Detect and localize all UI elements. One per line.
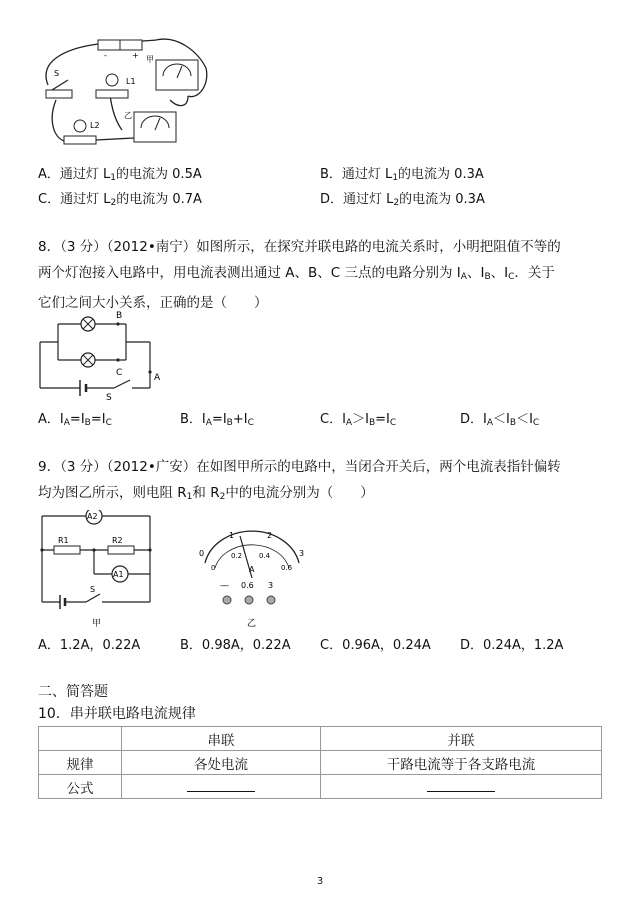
q8-circuit-figure — [36, 310, 166, 402]
q9-ammeter-figure — [195, 528, 310, 632]
q9-term-06: 0.6 — [241, 581, 254, 590]
q9-option-a[interactable]: A．1.2A，0.22A — [38, 638, 141, 653]
q9-meter-a: A — [249, 565, 255, 574]
q9-scale-2: 2 — [267, 531, 273, 540]
q9-label-jia: 甲 — [92, 619, 102, 629]
q9-scale-02: 0.2 — [231, 552, 243, 560]
q9-term-3: 3 — [268, 581, 274, 590]
q7-option-b[interactable]: B．通过灯 $L_1$的电流为 0.3A — [320, 167, 484, 183]
q9-scale-3: 3 — [299, 549, 305, 558]
q9-option-b[interactable]: B．0.98A，0.22A — [180, 638, 291, 653]
q7-label-s: S — [54, 69, 60, 78]
q9-scale-06: 0.6 — [281, 564, 293, 572]
page-number: 3 — [316, 876, 324, 887]
q8-label-b: B — [116, 311, 123, 321]
q8-option-b[interactable]: B．$I_A=I_B+I_C$ — [180, 412, 254, 428]
q8-option-d[interactable]: D．$I_A<I_B<I_C$ — [460, 412, 540, 428]
q7-option-d[interactable]: D．通过灯 $L_2$的电流为 0.3A — [320, 192, 485, 208]
q8-stem: 8．（3 分）（2012•南宁）如图所示，在探究并联电路的电流关系时，小明把阻值不等的 两个灯泡接入电路中，用电流表测出通过 A、B、C 三点的电路分别为 $I_A$、$I_B$、$I_C$．关于 它们之间大小关系，正确的是（ ） — [38, 239, 561, 311]
q7-label-jia: 甲 — [146, 55, 154, 64]
q9-scale-0: 0 — [199, 549, 205, 558]
q8-label-c: C — [116, 368, 123, 378]
q9-label-r2: R2 — [112, 536, 123, 545]
q9-scale-0b: 0 — [211, 564, 216, 572]
series-formula-blank[interactable] — [122, 775, 321, 799]
q9-label-yi: 乙 — [247, 619, 257, 629]
q8-option-a[interactable]: A．$I_A=I_B=I_C$ — [38, 412, 112, 428]
q7-label-l1: L1 — [126, 77, 136, 86]
q9-circuit-figure — [36, 510, 161, 630]
q9-scale-04: 0.4 — [259, 552, 271, 560]
table-row: 规律 各处电流 干路电流等于各支路电流 — [39, 751, 602, 775]
parallel-formula-blank[interactable] — [321, 775, 602, 799]
q7-label-yi: 乙 — [124, 111, 132, 120]
q7-option-c[interactable]: C．通过灯 $L_2$的电流为 0.7A — [38, 192, 202, 208]
table-row: 串联 并联 — [39, 727, 602, 751]
q9-stem: 9．（3 分）（2012•广安）在如图甲所示的电路中，当闭合开关后，两个电流表指针偏转 均为图乙所示，则电阻 $R_1$和 $R_2$中的电流分别为（ ） — [38, 459, 561, 502]
q8-label-a: A — [154, 373, 161, 383]
q9-label-r1: R1 — [58, 536, 69, 545]
q10-title: 10．串并联电路电流规律 — [38, 706, 196, 722]
q9-scale-1: 1 — [229, 531, 235, 540]
q10-table — [38, 726, 602, 799]
q9-label-a2: A2 — [87, 512, 98, 521]
q9-option-d[interactable]: D．0.24A，1.2A — [460, 638, 564, 653]
section-heading: 二、简答题 — [38, 684, 108, 700]
q7-label-l2: L2 — [90, 121, 100, 130]
q8-option-c[interactable]: C．$I_A>I_B=I_C$ — [320, 412, 397, 428]
q8-label-s: S — [106, 393, 112, 402]
q9-label-a1: A1 — [113, 570, 124, 579]
q7-option-a[interactable]: A．通过灯 $L_1$的电流为 0.5A — [38, 167, 202, 183]
q7-label-plus: + — [132, 51, 139, 60]
q9-term-minus: — — [220, 581, 229, 591]
q7-circuit-figure — [38, 30, 218, 155]
q7-label-minus: - — [104, 51, 107, 60]
q9-label-s: S — [90, 585, 96, 594]
table-row: 公式 — [39, 775, 602, 799]
q9-option-c[interactable]: C．0.96A，0.24A — [320, 638, 431, 653]
